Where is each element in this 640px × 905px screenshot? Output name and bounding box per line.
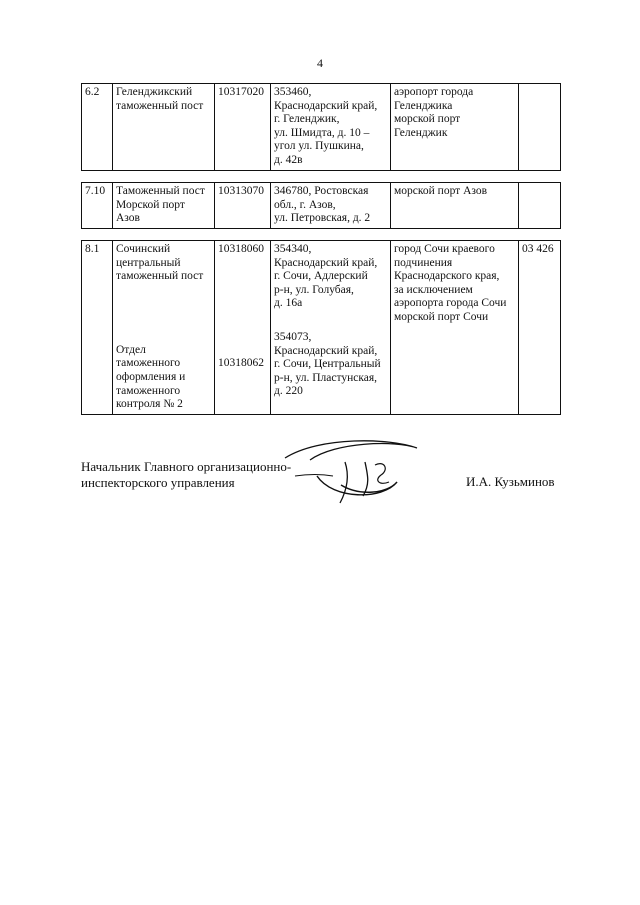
table-row — [82, 241, 561, 415]
table-section-sochi — [81, 240, 561, 415]
cell-code: 10313070 — [215, 183, 271, 229]
cell-code: 10318060 10318062 — [215, 241, 271, 415]
signatory-position: Начальник Главного организационно- инспекторского управления — [81, 459, 292, 490]
signatory-name: И.А. Кузьминов — [466, 474, 555, 489]
handwritten-signature — [275, 430, 425, 520]
cell-code: 10317020 — [215, 84, 271, 171]
cell-zone: морской порт Азов — [391, 183, 519, 229]
cell-extra — [519, 84, 561, 171]
subdivision-code: 10318062 — [218, 356, 264, 369]
cell-zone: аэропорт города Геленджика морской порт Геленджик — [391, 84, 519, 171]
table-row — [82, 84, 561, 171]
cell-zone: город Сочи краевого подчинения Краснодарского края, за исключением аэропорта города Сочи морской порт Сочи — [391, 241, 519, 415]
cell-post-name: Таможенный пост Морской порт Азов — [113, 183, 215, 229]
table-section-gelendzhik — [81, 83, 561, 171]
cell-post-name: Геленджикский таможенный пост — [113, 84, 215, 171]
cell-number: 8.1 — [82, 241, 113, 415]
cell-number: 6.2 — [82, 84, 113, 171]
table-row — [82, 183, 561, 229]
subdivision-name: Отдел — [116, 343, 146, 356]
cell-number: 7.10 — [82, 183, 113, 229]
cell-extra — [519, 183, 561, 229]
cell-address: 346780, Ростовская обл., г. Азов, ул. Петровская, д. 2 — [271, 183, 391, 229]
cell-address: 353460, Краснодарский край, г. Геленджик, ул. Шмидта, д. 10 – угол ул. Пушкина, д. 42в — [271, 84, 391, 171]
subdivision-address: 354073, — [274, 330, 312, 343]
table-section-azov — [81, 182, 561, 229]
cell-address: 354340, Краснодарский край, г. Сочи, Адлерский р-н, ул. Голубая, д. 16а 354073, Краснодарский край, г. Сочи, Центральный р-н, ул. Пластунская, д. 220 — [271, 241, 391, 415]
page-number: 4 — [317, 56, 323, 70]
cell-extra: 03 426 — [519, 241, 561, 415]
cell-post-name: Сочинский центральный таможенный пост Отдел таможенного оформления и таможенного контроля № 2 — [113, 241, 215, 415]
